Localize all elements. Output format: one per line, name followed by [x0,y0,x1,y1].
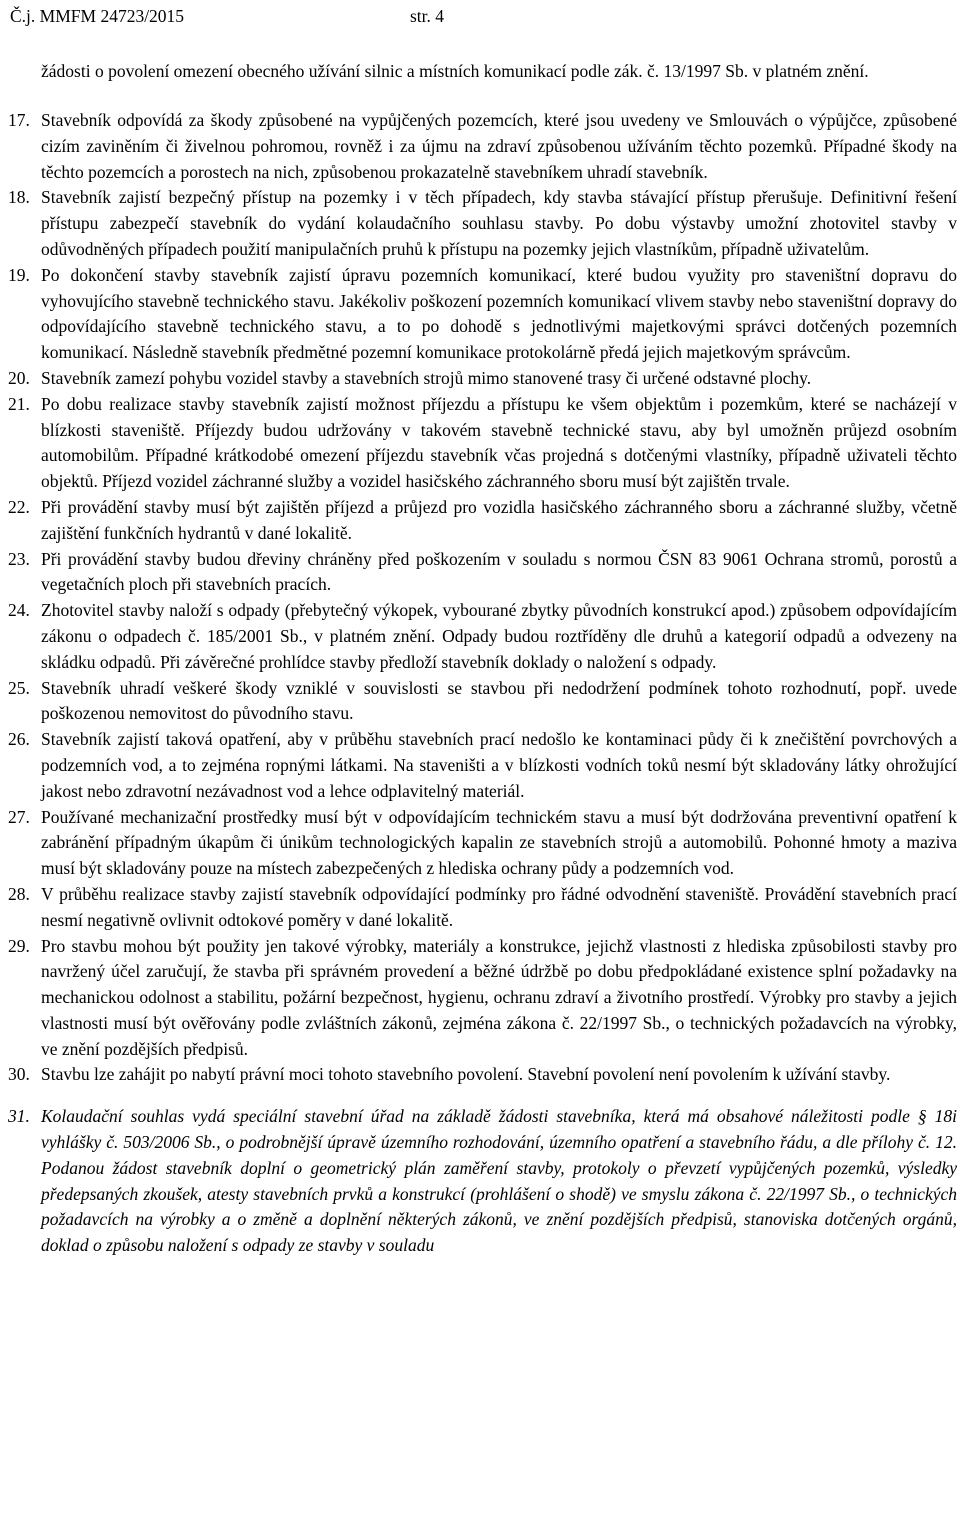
condition-number: 29. [8,935,30,956]
section-gap [0,1088,960,1104]
condition-item [0,934,960,1063]
condition-text: Zhotovitel stavby naloží s odpady (přebytečný výkopek, vybourané zbytky původních konstrukcí apod.) způsobem odpovídajícím zákonu o odpadech č. 185/2001 Sb., v platném znění. Odpady budou roztříděny dle druhů a kategorií odpadů a odvezeny na skládku odpadů. Při závěrečné prohlídce stavby předloží stavebník doklady o naložení s odpady. [41,600,957,672]
condition-text: Stavebník zamezí pohybu vozidel stavby a stavebních strojů mimo stanovené trasy či určené odstavné plochy. [41,367,812,388]
condition-text: Při provádění stavby budou dřeviny chráněny před poškozením v souladu s normou ČSN 83 9061 Ochrana stromů, porostů a vegetačních ploch při stavebních pracích. [41,548,957,595]
condition-item [0,392,960,495]
condition-item [0,366,960,392]
condition-number: 20. [8,367,30,388]
condition-item [0,547,960,599]
condition-number: 25. [8,677,30,698]
condition-number: 19. [8,264,30,285]
condition-item [0,727,960,804]
condition-number: 26. [8,729,30,750]
condition-number: 30. [8,1064,30,1085]
condition-number: 18. [8,187,30,208]
condition-item [0,882,960,934]
condition-item [0,185,960,262]
condition-number: 24. [8,600,30,621]
condition-text: Stavebník uhradí veškeré škody vzniklé v souvislosti se stavbou při nedodržení podmínek tohoto rozhodnutí, popř. uvede poškozenou nemovitost do původního stavu. [41,677,957,724]
condition-text: Stavebník zajistí bezpečný přístup na pozemky i v těch případech, kdy stavba stávající přístup přerušuje. Definitivní řešení přístupu zabezpečí stavebník do vydání kolaudačního souhlasu stavby. Po dobu výstavby umožní zhotovitel stavby v odůvodněných případech použití manipulačních pruhů k přístupu na pozemky jejich vlastníkům, případně uživatelům. [41,187,957,259]
condition-text: Při provádění stavby musí být zajištěn příjezd a průjezd pro vozidla hasičského záchranného sboru a záchranné služby, včetně zajištění funkčních hydrantů v dané lokalitě. [41,496,957,543]
condition-text: Používané mechanizační prostředky musí být v odpovídajícím technickém stavu a musí být dodržována preventivní opatření k zabránění případným úkapům či únikům technologických kapalin ze stavebních strojů a automobilů. Pohonné hmoty a maziva musí být skladovány pouze na místech zabezpečených z hlediska ochrany půdy a podzemních vod. [41,806,957,879]
condition-text: V průběhu realizace stavby zajistí stavebník odpovídající podmínky pro řádné odvodnění staveniště. Provádění stavebních prací nesmí negativně ovlivnit odtokové poměry v dané lokalitě. [41,883,957,930]
condition-text: Kolaudační souhlas vydá speciální stavební úřad na základě žádosti stavebníka, která má obsahové náležitosti podle § 18i vyhlášky č. 503/2006 Sb., o podrobnější úpravě územního rozhodování, územního opatření a stavebního řádu, a dle přílohy č. 12. Podanou žádost stavebník doplní o geometrický plán zaměření stavby, protokoly o převzetí vypůjčených pozemků, výsledky předepsaných zkoušek, atesty stavebních prvků a konstrukcí (prohlášení o shodě) ve smyslu zákona č. 22/1997 Sb., o technických požadavcích na výrobky a o změně a doplnění některých zákonů, ve znění pozdějších předpisů, stanoviska dotčených orgánů, doklad o způsobu naložení s odpady ze stavby v souladu [41,1106,957,1256]
condition-item [0,108,960,185]
condition-text: Stavebník odpovídá za škody způsobené na vypůjčených pozemcích, které jsou uvedeny ve Smlouvách o výpůjčce, způsobené cizím zaviněním či živelnou pohromou, rovněž i za újmu na zdraví způsobenou užíváním těchto pozemků. Případné škody na těchto pozemcích a porostech na nich, způsobenou prokazatelně stavebníkem uhradí stavebník. [41,110,957,182]
condition-text: Po dobu realizace stavby stavebník zajistí možnost příjezdu a přístupu ke všem objektům i pozemkům, které se nacházejí v blízkosti staveniště. Příjezdy budou udržovány v takovém stavebně technické stavu, aby byl umožněn průjezd osobním automobilům. Případné krátkodobé omezení příjezdu stavebník včas projedná s dotčenými vlastníky, případně uživateli těchto objektů. Příjezd vozidel záchranné služby a vozidel hasičského záchranného sboru musí být zajištěn trvale. [41,393,957,492]
condition-item [0,495,960,547]
condition-number: 17. [8,110,30,130]
condition-text: Pro stavbu mohou být použity jen takové výrobky, materiály a konstrukce, jejichž vlastnosti z hlediska způsobilosti stavby pro navržený účel zaručují, že stavba při správném provedení a běžné údržbě po dobu předpokládané existence splní požadavky na mechanickou odolnost a stabilitu, požární bezpečnost, hygienu, ochranu zdraví a životního prostředí. Výrobky pro stavby a jejich vlastnosti musí být ověřovány podle zvláštních zákonů, zejména zákona č. 22/1997 Sb., o technických požadavcích na výrobky, ve znění pozdějších předpisů. [41,935,957,1059]
condition-number: 28. [8,883,30,904]
reference-number: Č.j. MMFM 24723/2015 [10,6,185,26]
condition-item [0,263,960,366]
condition-text: Po dokončení stavby stavebník zajistí úpravu pozemních komunikací, které budou využity pro staveništní dopravu do vyhovujícího stavebně technického stavu. Jakékoliv poškození pozemních komunikací vlivem stavby nebo staveništní dopravy do odpovídajícího stavebně technického stavu, a to po dohodě s jednotlivými majetkovými správci dotčených pozemních komunikací. Následně stavebník předmětné pozemní komunikace protokolárně předá jejich majetkovým správcům. [41,264,957,363]
condition-number: 22. [8,496,30,517]
condition-text: Stavebník zajistí taková opatření, aby v průběhu stavebních prací nedošlo ke kontaminaci půdy či k znečištění povrchových a podzemních vod, a to zejména ropnými látkami. Na staveništi a v blízkosti vodních toků nesmí být skladovány látky ohrožující jakost nebo zdravotní nezávadnost vod a lehce odplavitelný materiál. [41,729,957,801]
conditions-list [0,108,960,1259]
condition-item [0,598,960,675]
condition-item [0,1104,960,1259]
condition-item [0,805,960,882]
page-number: str. 4 [410,6,445,26]
condition-number: 31. [8,1106,30,1127]
condition-number: 21. [8,393,30,414]
condition-number: 27. [8,806,30,827]
page-header [10,4,940,28]
continued-paragraph: žádosti o povolení omezení obecného užívání silnic a místních komunikací podle zák. č. 13/1997 Sb. v platném znění. [41,61,869,81]
condition-item [0,676,960,728]
condition-item [0,1062,960,1088]
condition-text: Stavbu lze zahájit po nabytí právní moci tohoto stavebního povolení. Stavební povolení není povolením k užívání stavby. [41,1064,891,1085]
condition-number: 23. [8,548,30,569]
